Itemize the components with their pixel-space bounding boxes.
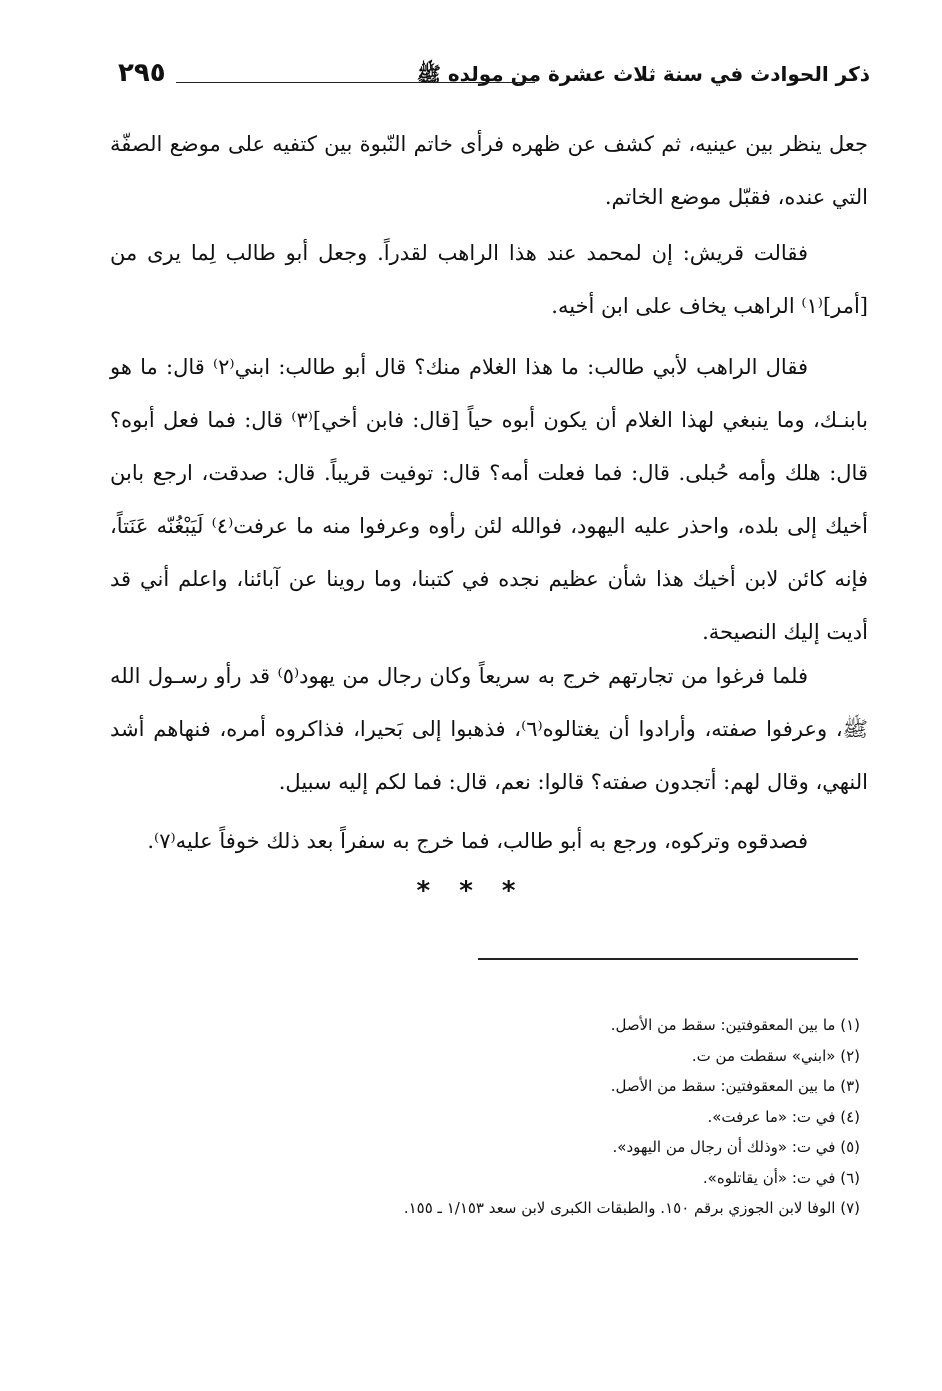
footnotes-list [120, 1010, 860, 1224]
running-header [118, 58, 870, 98]
section-separator: * * * [416, 876, 526, 906]
footnote-6: (٦) في ت: «أن يقاتلوه». [702, 1168, 860, 1187]
footnote-5: (٥) في ت: «وذلك أن رجال من اليهود». [612, 1138, 860, 1156]
header-rule [176, 82, 535, 83]
paragraph-4: فلما فرغوا من تجارتهم خرج به سريعاً وكان رجال من يهود⁽٥⁾ قد رأو رسـول الله ﷺ، وعرفوا صفته، وأرادوا أن يغتالوه⁽٦⁾، فذهبوا إلى بَحيرا، فذاكروه أمره، فنهاهم أشد النهي، وقال لهم: أتجدون صفته؟ قالوا: نعم، قال: فما لكم إليه سبيل. [110, 664, 869, 794]
footnote-3: (٣) ما بين المعقوفتين: سقط من الأصل. [610, 1077, 860, 1095]
paragraph-1: جعل ينظر بين عينيه، ثم كشف عن ظهره فرأى خاتم النّبوة بين كتفيه على موضع الصفّة التي عنده، فقبّل موضع الخاتم. [110, 132, 868, 209]
page-number: ٢٩٥ [118, 58, 166, 88]
paragraph-5: فصدقوه وتركوه، ورجع به أبو طالب، فما خرج به سفراً بعد ذلك خوفاً عليه⁽٧⁾. [147, 829, 808, 853]
paragraph-3: فقال الراهب لأبي طالب: ما هذا الغلام منك؟ قال أبو طالب: ابني⁽٢⁾ قال: ما هو بابنـك، وما ينبغي لهذا الغلام أن يكون أبوه حياً [قال: فابن أخي]⁽٣⁾ قال: فما فعل أبوه؟ قال: هلك وأمه حُبلى. قال: فما فعلت أمه؟ قال: توفيت قريباً. قال: صدقت، ارجع بابن أخيك إلى بلده، واحذر عليه اليهود، فوالله لئن رأوه وعرفوا منه ما عرفت⁽٤⁾ لَيَبْغُنّه عَنَتاً، فإنه كائن لابن أخيك هذا شأن عظيم نجده في كتبنا، وما روينا عن آبائنا، واعلم أني قد أديت إليك النصيحة. [110, 355, 869, 644]
footnote-2: (٢) «ابني» سقطت من ت. [691, 1046, 860, 1065]
chapter-title: ذكر الحوادث في سنة ثلاث عشرة من مولده ﷺ [416, 62, 870, 86]
paragraph-2: فقالت قريش: إن لمحمد عند هذا الراهب لقدراً. وجعل أبو طالب لِما يرى من [أمر]⁽١⁾ الراهب يخاف على ابن أخيه. [110, 241, 868, 318]
footnote-1: (١) ما بين المعقوفتين: سقط من الأصل. [610, 1016, 860, 1034]
footnote-7: (٧) الوفا لابن الجوزي برقم ١٥٠. والطبقات الكبرى لابن سعد ١/١٥٣ ـ ١٥٥. [403, 1199, 860, 1217]
footnote-rule [478, 958, 858, 960]
footnote-4: (٤) في ت: «ما عرفت». [707, 1107, 860, 1126]
